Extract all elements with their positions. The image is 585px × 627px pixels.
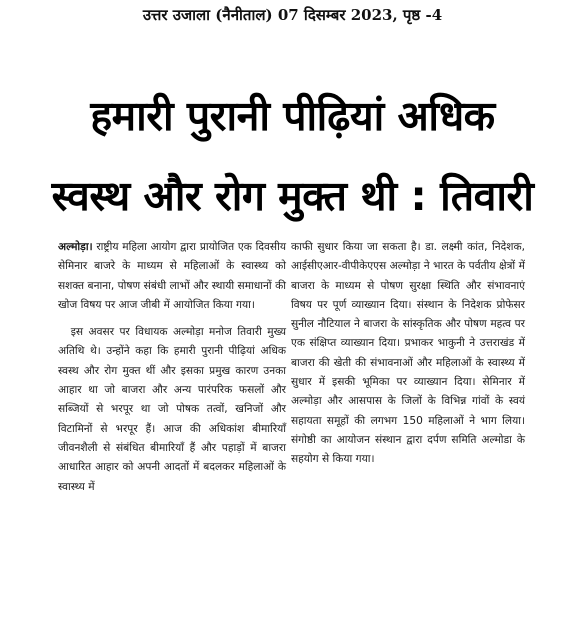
article-place: अल्मोड़ा। [58, 241, 93, 253]
dateline: उत्तर उजाला (नैनीताल) 07 दिसम्बर 2023, पृष्ठ -4 [142, 6, 443, 24]
headline-line-1: हमारी पुरानी पीढ़ियां अधिक [90, 92, 495, 140]
article-paragraph-2: इस अवसर पर विधायक अल्मोड़ा मनोज तिवारी मुख्य अतिथि थे। उन्होंने कहा कि हमारी पुरानी पीढ़ियां अधिक स्वस्थ और रोग मुक्त थीं और इसका प्रमुख कारण उनका आहार था जो बाजरा और अन्य पारंपरिक फसलों और सब्जियों से भरपूर था जो पोषक तत्वों, खनिजों और विटामिनों से भरपूर हैं। आज की अधिकांश बीमारियाँ जीवनशैली से संबंधित बीमारियाँ हैं और पहाड़ों में बाजरा आधारित आहार को अपनी आदतों में बदलकर महिलाओं के स्वास्थ्य में [58, 326, 286, 493]
headline-line-2: स्वस्थ और रोग मुक्त थी : तिवारी [51, 172, 534, 220]
article-column-right [291, 238, 525, 470]
article-paragraph-1 [58, 238, 286, 315]
article-column-left [58, 238, 286, 497]
article-paragraph-3: काफी सुधार किया जा सकता है। डा. लक्ष्मी कांत, निदेशक, आईसीएआर-वीपीकेएएस अल्मोड़ा ने भारत के पर्वतीय क्षेत्रों में बाजरा के माध्यम से पोषण सुरक्षा स्थिति और संभावनाएं विषय पर पूर्ण व्याख्यान दिया। संस्थान के निदेशक प्रोफेसर सुनील नौटियाल ने बाजरा के सांस्कृतिक और पोषण महत्व पर एक संक्षिप्त व्याख्यान दिया। प्रभाकर भाकुनी ने उत्तराखंड में बाजरा की खेती की संभावनाओं और महिलाओं के स्वास्थ्य में सुधार में इसकी भूमिका पर व्याख्यान दिया। सेमिनार में अल्मोड़ा और आसपास के जिलों के विभिन्न गांवों के स्वयं सहायता समूहों की लगभग 150 महिलाओं ने भाग लिया। संगोष्ठी का आयोजन संस्थान द्वारा दर्पण समिति अल्मोडा के सहयोग से किया गया। [291, 241, 525, 466]
article-paragraph-1-text: राष्ट्रीय महिला आयोग द्वारा प्रायोजित एक दिवसीय सेमिनार बाजरे के माध्यम से महिलाओं के स्वास्थ्य को सशक्त बनाना, पोषण संबंधी लाभों और स्थायी समाधानों की खोज विषय पर आज जीबी में आयोजित किया गया। [58, 241, 286, 311]
